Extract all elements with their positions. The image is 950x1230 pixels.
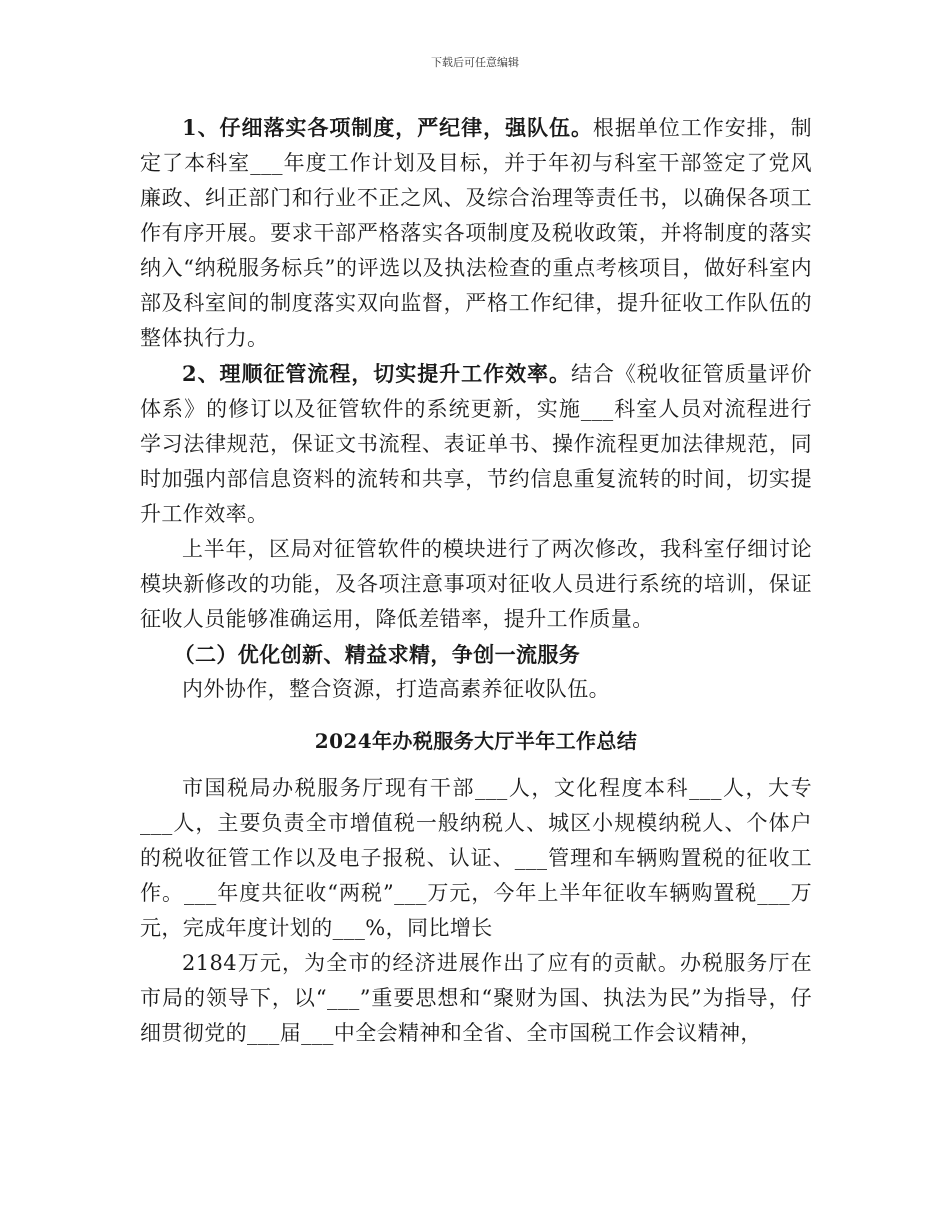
paragraph-6: 2184万元，为全市的经济进展作出了应有的贡献。办税服务厅在市局的领导下，以“___”重要思想和“聚财为国、执法为民”为指导，仔细贯彻党的___届___中全会精神和全省、全市国税工作会议精神， — [140, 951, 812, 1045]
paragraph-3: 上半年，区局对征管软件的模块进行了两次修改，我科室仔细讨论模块新修改的功能，及各项注意事项对征收人员进行系统的培训，保证征收人员能够准确运用，降低差错率，提升工作质量。 — [140, 537, 812, 631]
paragraph-1-heading: 1、仔细落实各项制度，严纪律，强队伍。 — [182, 115, 593, 140]
paragraph-2 — [140, 356, 812, 532]
paragraph-5: 市国税局办税服务厅现有干部___人，文化程度本科___人，大专___人，主要负责全市增值税一般纳税人、城区小规模纳税人、个体户的税收征管工作以及电子报税、认证、___管理和车辆购置税的征收工作。___年度共征收“两税”___万元，今年上半年征收车辆购置税___万元，完成年度计划的___%，同比增长 — [140, 776, 812, 940]
paragraph-1-body: 根据单位工作安排，制定了本科室___年度工作计划及目标，并于年初与科室干部签定了党风廉政、纠正部门和行业不正之风、及综合治理等责任书，以确保各项工作有序开展。要求干部严格落实各项制度及税收政策，并将制度的落实纳入“纳税服务标兵”的评选以及执法检查的重点考核项目，做好科室内部及科室间的制度落实双向监督，严格工作纪律，提升征收工作队伍的整体执行力。 — [140, 116, 812, 350]
document-title: 2024年办税服务大厅半年工作总结 — [314, 729, 638, 753]
paragraph-2-body: 结合《税收征管质量评价体系》的修订以及征管软件的系统更新，实施___科室人员对流程进行学习法律规范，保证文书流程、表证单书、操作流程更加法律规范，同时加强内部信息资料的流转和共享，节约信息重复流转的时间，切实提升工作效率。 — [140, 362, 813, 526]
section-subheading: （二）优化创新、精益求精，争创一流服务 — [173, 642, 581, 667]
page-header: 下载后可任意编辑 — [431, 56, 519, 69]
paragraph-1 — [140, 110, 812, 356]
paragraph-2-heading: 2、理顺征管流程，切实提升工作效率。 — [182, 361, 571, 386]
paragraph-4: 内外协作，整合资源，打造高素养征收队伍。 — [182, 677, 610, 701]
document-body — [140, 110, 812, 1051]
